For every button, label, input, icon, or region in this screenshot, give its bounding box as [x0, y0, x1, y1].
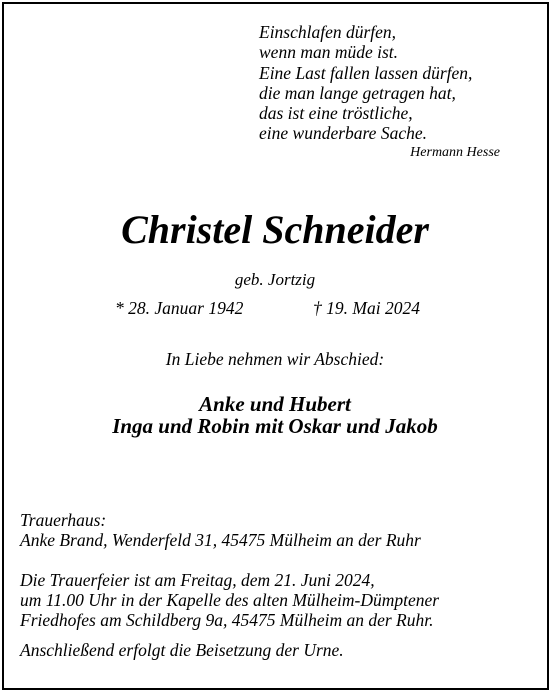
mourners: [0, 393, 550, 437]
poem-line: das ist eine tröstliche,: [259, 103, 413, 124]
poem-line: Einschlafen dürfen,: [259, 22, 397, 42]
farewell-text: In Liebe nehmen wir Abschied:: [165, 349, 385, 369]
mourner-line: Inga und Robin mit Oskar und Jakob: [112, 414, 438, 438]
mourning-house-label: Trauerhaus:: [20, 510, 107, 530]
poem: [259, 22, 472, 144]
service-line: um 11.00 Uhr in der Kapelle des alten Mülheim-Dümptener: [20, 590, 440, 610]
maiden-name: geb. Jortzig: [234, 270, 316, 289]
poem-line: die man lange getragen hat,: [259, 82, 456, 103]
poem-line: eine wunderbare Sache.: [259, 123, 427, 144]
service-line: Die Trauerfeier ist am Freitag, dem 21. Juni 2024,: [20, 570, 375, 590]
poem-line: Eine Last fallen lassen dürfen,: [259, 62, 473, 83]
death-date: † 19. Mai 2024: [313, 298, 420, 318]
mourner-line: Anke und Hubert: [199, 392, 351, 416]
deceased-name: Christel Schneider: [121, 207, 429, 252]
mourning-house: [20, 510, 421, 550]
burial-note: Anschließend erfolgt die Beisetzung der Urne.: [20, 640, 344, 660]
service-info: [20, 570, 439, 630]
poem-line: wenn man müde ist.: [259, 42, 399, 63]
service-line: Friedhofes am Schildberg 9a, 45475 Mülheim an der Ruhr.: [20, 610, 434, 630]
mourning-house-address: Anke Brand, Wenderfeld 31, 45475 Mülheim an der Ruhr: [20, 530, 421, 550]
birth-date: * 28. Januar 1942: [115, 298, 244, 318]
poem-author: Hermann Hesse: [410, 145, 500, 160]
